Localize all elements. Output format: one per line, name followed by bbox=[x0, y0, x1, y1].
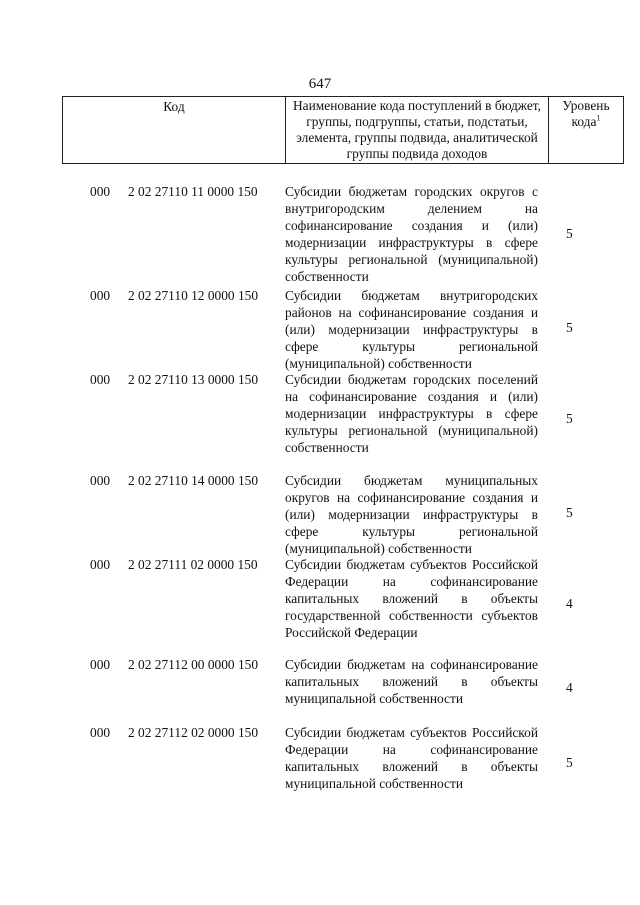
row-level: 5 bbox=[566, 505, 573, 520]
row-prefix: 000 bbox=[90, 657, 111, 672]
row-name: Субсидии бюджетам внутригородских районов на софинансирование создания и (или) модернизации инфраструктуры в сфере культуры региональной (муниципальной) собственности bbox=[285, 288, 538, 371]
row-level: 5 bbox=[566, 411, 573, 426]
row-prefix: 000 bbox=[90, 184, 111, 199]
row-level: 5 bbox=[566, 755, 573, 770]
row-name: Субсидии бюджетам городских округов с внутригородским делением на софинансирование создания и (или) модернизации инфраструктуры в сфере культуры региональной (муниципальной) собственности bbox=[285, 184, 538, 284]
row-code: 2 02 27110 14 0000 150 bbox=[128, 473, 259, 488]
row-level: 4 bbox=[566, 680, 573, 695]
row-code: 2 02 27110 13 0000 150 bbox=[128, 372, 259, 387]
row-code: 2 02 27112 00 0000 150 bbox=[128, 657, 259, 672]
row-code: 2 02 27112 02 0000 150 bbox=[128, 725, 259, 740]
row-code: 2 02 27110 12 0000 150 bbox=[128, 288, 259, 303]
header-level-label: Уровень кода bbox=[562, 98, 610, 129]
row-prefix: 000 bbox=[90, 557, 111, 572]
row-code: 2 02 27111 02 0000 150 bbox=[128, 557, 258, 572]
header-code-label: Код bbox=[163, 99, 185, 114]
row-level: 5 bbox=[566, 320, 573, 335]
row-level: 4 bbox=[566, 596, 573, 611]
header-name-label: Наименование кода поступлений в бюджет, группы, подгруппы, статьи, подстатьи, элемента, группы подвида, аналитической группы подвида доходов bbox=[293, 98, 541, 161]
row-name: Субсидии бюджетам муниципальных округов на софинансирование создания и (или) модернизации инфраструктуры в сфере культуры региональной (муниципальной) собственности bbox=[285, 473, 538, 556]
footnote-marker: 1 bbox=[596, 113, 601, 123]
row-name: Субсидии бюджетам на софинансирование капитальных вложений в объекты муниципальной собственности bbox=[285, 657, 538, 706]
row-name: Субсидии бюджетам городских поселений на софинансирование создания и (или) модернизации инфраструктуры в сфере культуры региональной (муниципальной) собственности bbox=[285, 372, 538, 455]
row-level: 5 bbox=[566, 226, 573, 241]
row-name: Субсидии бюджетам субъектов Российской Федерации на софинансирование капитальных вложений в объекты муниципальной собственности bbox=[285, 725, 538, 791]
row-name: Субсидии бюджетам субъектов Российской Федерации на софинансирование капитальных вложений в объекты государственной собственности субъектов Российской Федерации bbox=[285, 557, 538, 640]
page-number: 647 bbox=[308, 76, 332, 92]
row-prefix: 000 bbox=[90, 372, 111, 387]
row-code: 2 02 27110 11 0000 150 bbox=[128, 184, 258, 199]
row-prefix: 000 bbox=[90, 473, 111, 488]
row-prefix: 000 bbox=[90, 288, 111, 303]
row-prefix: 000 bbox=[90, 725, 111, 740]
